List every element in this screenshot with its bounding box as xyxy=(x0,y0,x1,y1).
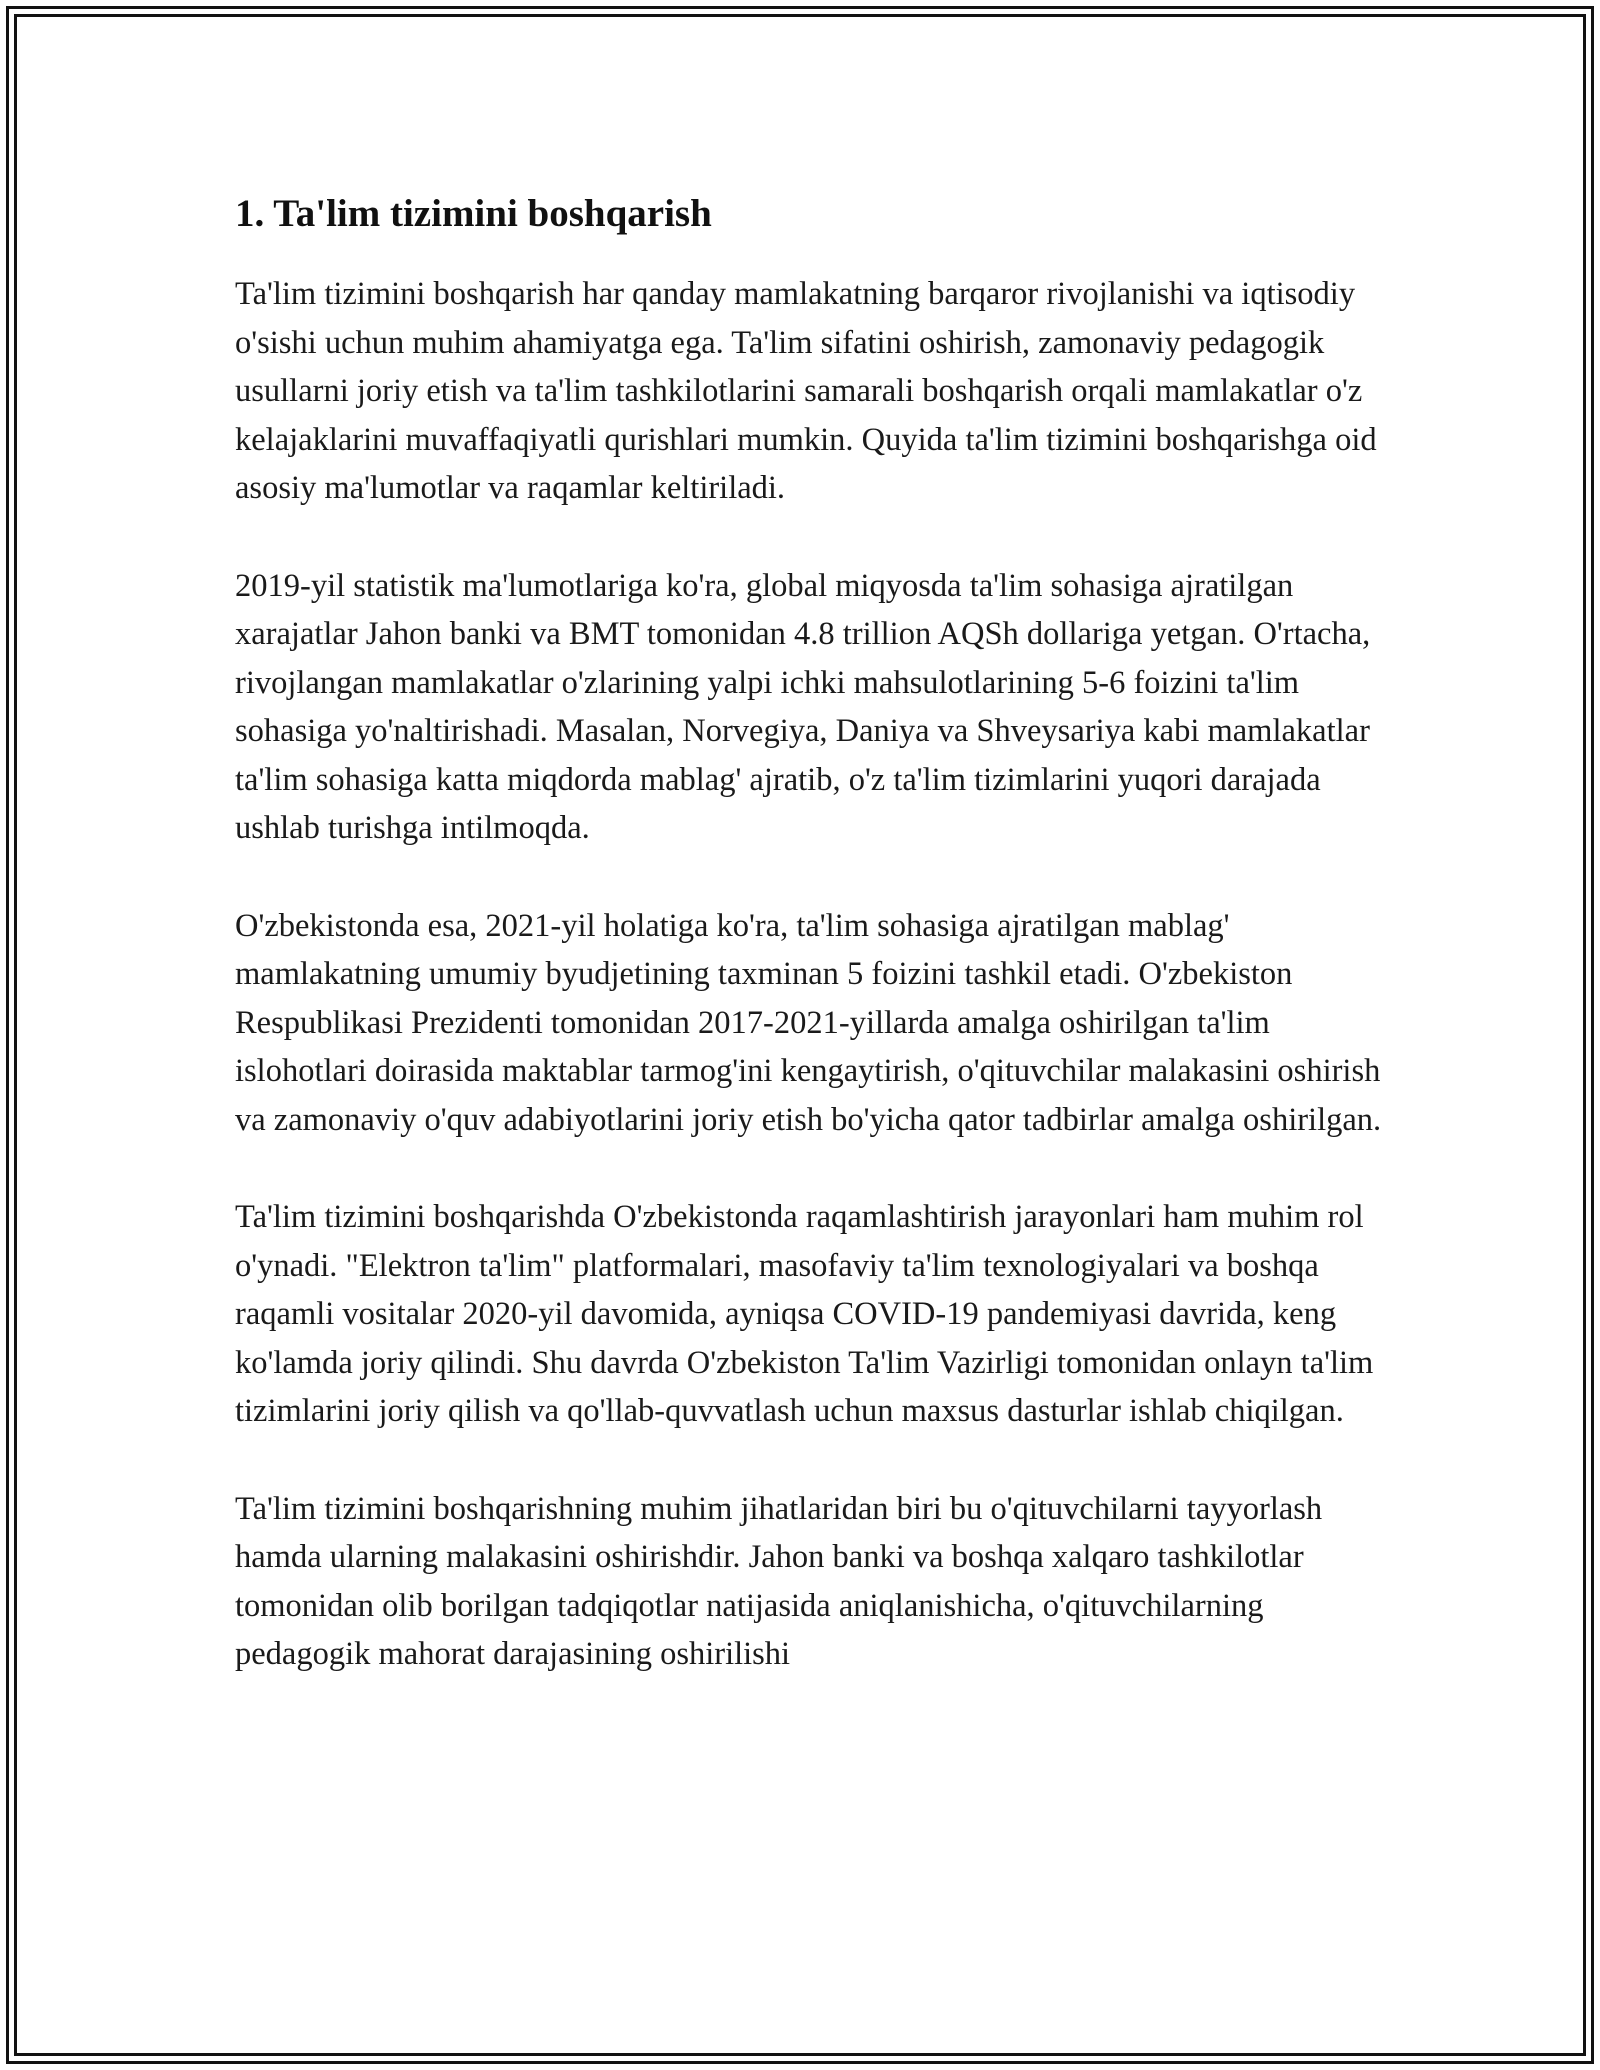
paragraph-teacher-training: Ta'lim tizimini boshqarishning muhim jihatlaridan biri bu o'qituvchilarni tayyorlash hamda ularning malakasini oshirishdir. Jahon banki va boshqa xalqaro tashkilotlar tomonidan olib borilgan tadqiqotlar natijasida aniqlanishicha, o'qituvchilarning pedagogik mahorat darajasining oshirilishi xyxy=(235,1490,1323,1672)
paragraph-digitalization: Ta'lim tizimini boshqarishda O'zbekistonda raqamlashtirish jarayonlari ham muhim rol o'ynadi. "Elektron ta'lim" platformalari, masofaviy ta'lim texnologiyalari va boshqa raqamli vositalar 2020-yil davomida, ayniqsa COVID-19 pandemiyasi davrida, keng ko'lamda joriy qilindi. Shu davrda O'zbekiston Ta'lim Vazirligi tomonidan onlayn ta'lim tizimlarini joriy qilish va qo'llab-quvvatlash uchun maxsus dasturlar ishlab chiqilgan. xyxy=(235,1199,1374,1429)
paragraph-global-spending: 2019-yil statistik ma'lumotlariga ko'ra, global miqyosda ta'lim sohasiga ajratilgan xarajatlar Jahon banki va BMT tomonidan 4.8 trillion AQSh dollariga yetgan. O'rtacha, rivojlangan mamlakatlar o'zlarining yalpi ichki mahsulotlarining 5-6 foizini ta'lim sohasiga yo'naltirishadi. Masalan, Norvegiya, Daniya va Shveysariya kabi mamlakatlar ta'lim sohasiga katta miqdorda mablag' ajratib, o'z ta'lim tizimlarini yuqori darajada ushlab turishga intilmoqda. xyxy=(235,567,1371,846)
document-body xyxy=(235,188,1395,1728)
paragraph-intro: Ta'lim tizimini boshqarish har qanday mamlakatning barqaror rivojlanishi va iqtisodiy o'sishi uchun muhim ahamiyatga ega. Ta'lim sifatini oshirish, zamonaviy pedagogik usullarni joriy etish va ta'lim tashkilotlarini samarali boshqarish orqali mamlakatlar o'z kelajaklarini muvaffaqiyatli qurishlari mumkin. Quyida ta'lim tizimini boshqarishga oid asosiy ma'lumotlar va raqamlar keltiriladi. xyxy=(235,276,1377,506)
paragraph-uzbekistan-budget: O'zbekistonda esa, 2021-yil holatiga ko'ra, ta'lim sohasiga ajratilgan mablag' mamlakatning umumiy byudjetining taxminan 5 foizini tashkil etadi. O'zbekiston Respublikasi Prezidenti tomonidan 2017-2021-yillarda amalga oshirilgan ta'lim islohotlari doirasida maktablar tarmog'ini kengaytirish, o'qituvchilar malakasini oshirish va zamonaviy o'quv adabiyotlarini joriy etish bo'yicha qator tadbirlar amalga oshirilgan. xyxy=(235,907,1382,1138)
section-heading: 1. Ta'lim tizimini boshqarish xyxy=(235,192,712,235)
